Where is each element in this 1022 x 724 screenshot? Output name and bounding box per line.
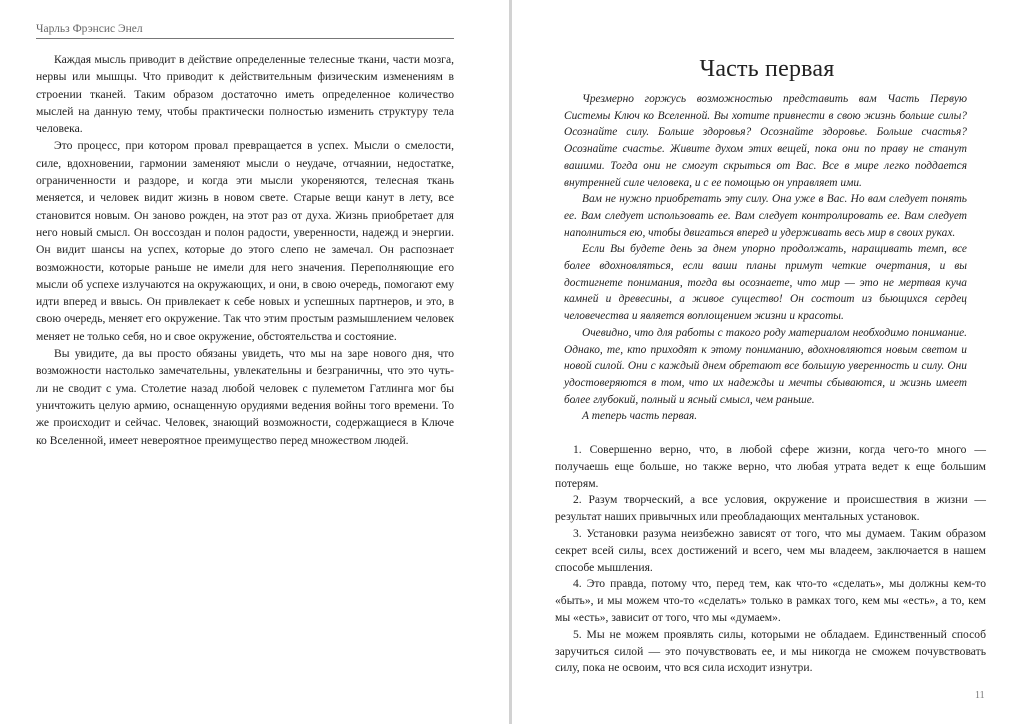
numbered-paragraphs <box>555 442 986 677</box>
right-page <box>512 0 1022 724</box>
chapter-intro <box>564 91 967 425</box>
numbered-paragraph: 5. Мы не можем проявлять силы, которыми не обладаем. Единственный способ заручиться силой — это почувствовать ее, и мы никогда не сможем почувствовать силу, пока не освоим, что вся сила исходит изнутри. <box>555 627 986 675</box>
paragraph: Это процесс, при котором провал превращается в успех. Мысли о смелости, силе, вдохновении, гармонии заменяют мысли о неудаче, отчаянии, недостатке, ограниченности и раздоре, и когда эти мысли укореняются, телесная ткань меняется, и человек видит жизнь в новом свете. Старые вещи канут в лету, все становится новым. Он заново рожден, на этот раз от духа. Жизнь приобретает для него новый смысл. Он воссоздан и полон радости, уверенности, надежд и энергии. Он видит шансы на успех, которые до этого слепо не замечал. Он распознает возможности, которые раньше не имели для него значения. Переполняющие его мысли об успехе излучаются на окружающих, и они, в свою очередь, помогают ему идти вперед и ввысь. Он привлекает к себе новых и успешных партнеров, и это, в свою очередь, меняет его окружение. Так что этим простым размышлением человек меняет не только себя, но и свое окружение, обстоятельства и состояние. <box>36 139 454 343</box>
running-header-author: Чарльз Фрэнсис Энел <box>36 22 454 39</box>
numbered-paragraph: 4. Это правда, потому что, перед тем, как что-то «сделать», мы должны кем-то «быть», и мы можем что-то «сделать» только в рамках того, кем мы «есть», а то, кем мы «есть», зависит от того, что мы «думаем». <box>555 577 986 624</box>
intro-paragraph: Вам не нужно приобретать эту силу. Она уже в Вас. Но вам следует понять ее. Вам следует использовать ее. Вам следует контролировать ее. Вам следует наполниться ею, чтобы двигаться вперед и удерживать весь мир в своих руках. <box>564 193 967 239</box>
chapter-title: Часть первая <box>699 56 835 82</box>
numbered-paragraph: 1. Совершенно верно, что, в любой сфере жизни, когда чего-то много — получаешь еще больше, но также верно, что любая утрата ведет к еще большим потерям. <box>555 443 986 490</box>
left-page-body <box>36 51 454 449</box>
numbered-paragraph: 3. Установки разума неизбежно зависят от того, что мы думаем. Таким образом секрет всей силы, всех достижений и всего, чем мы владеем, заключается в нашем способе мышления. <box>555 526 986 574</box>
paragraph: Каждая мысль приводит в действие определенные телесные ткани, части мозга, нервы или мышцы. Что приводит к действительным физическим изменениям в строении тканей. Таким образом достаточно иметь определенное количество мыслей на данную тему, чтобы практически полностью изменить структуру тела человека. <box>36 53 454 136</box>
intro-paragraph: Очевидно, что для работы с такого роду материалом необходимо понимание. Однако, те, кто приходят к этому пониманию, вдохновляются новым светом и новой силой. Они с каждый днем обретают все большую уверенность и силу. Они удостоверяются в том, что их надежды и мечты сбываются, и жизнь имеет более глубокий, полный и ясный смысл, чем раньше. <box>564 326 967 406</box>
page-number: 11 <box>975 690 985 701</box>
intro-paragraph: А теперь часть первая. <box>582 410 698 423</box>
left-page <box>0 0 509 724</box>
intro-paragraph: Если Вы будете день за днем упорно продолжать, наращивать темп, все более вдохновляться, если ваши планы примут четкие очертания, и вы достигнете понимания, тогда вы осознаете, что мир — это не мертвая куча камней и древесины, а живое существо! Он состоит из бьющихся сердец человечества и является воплощением жизни и красоты. <box>564 243 967 323</box>
intro-paragraph: Чрезмерно горжусь возможностью представить вам Часть Первую Системы Ключ ко Вселенной. Вы хотите привнести в свою жизнь больше силы? Осознайте силу. Больше здоровья? Осознайте здоровье. Больше счастья? Осознайте счастье. Живите духом этих вещей, пока они по праву не станут вашими. Тогда они не смогут скрыться от Вас. Все в мире легко поддается внутренней силе человека, и с ее помощью он управляет ими. <box>564 93 967 189</box>
numbered-paragraph: 2. Разум творческий, а все условия, окружение и происшествия в жизни — результат наших привычных или преобладающих ментальных установок. <box>555 493 986 524</box>
paragraph: Вы увидите, да вы просто обязаны увидеть, что мы на заре нового дня, что возможности настолько замечательны, увлекательны и безграничны, что это чуть-ли не сводит с ума. Столетие назад любой человек с пулеметом Гатлинга мог бы уничтожить целую армию, оснащенную орудиями ведения войны того времени. То же происходит и сейчас. Человек, знающий возможности, содержащиеся в Ключе ко Вселенной, имеет невероятное преимущество перед множеством людей. <box>36 347 454 447</box>
